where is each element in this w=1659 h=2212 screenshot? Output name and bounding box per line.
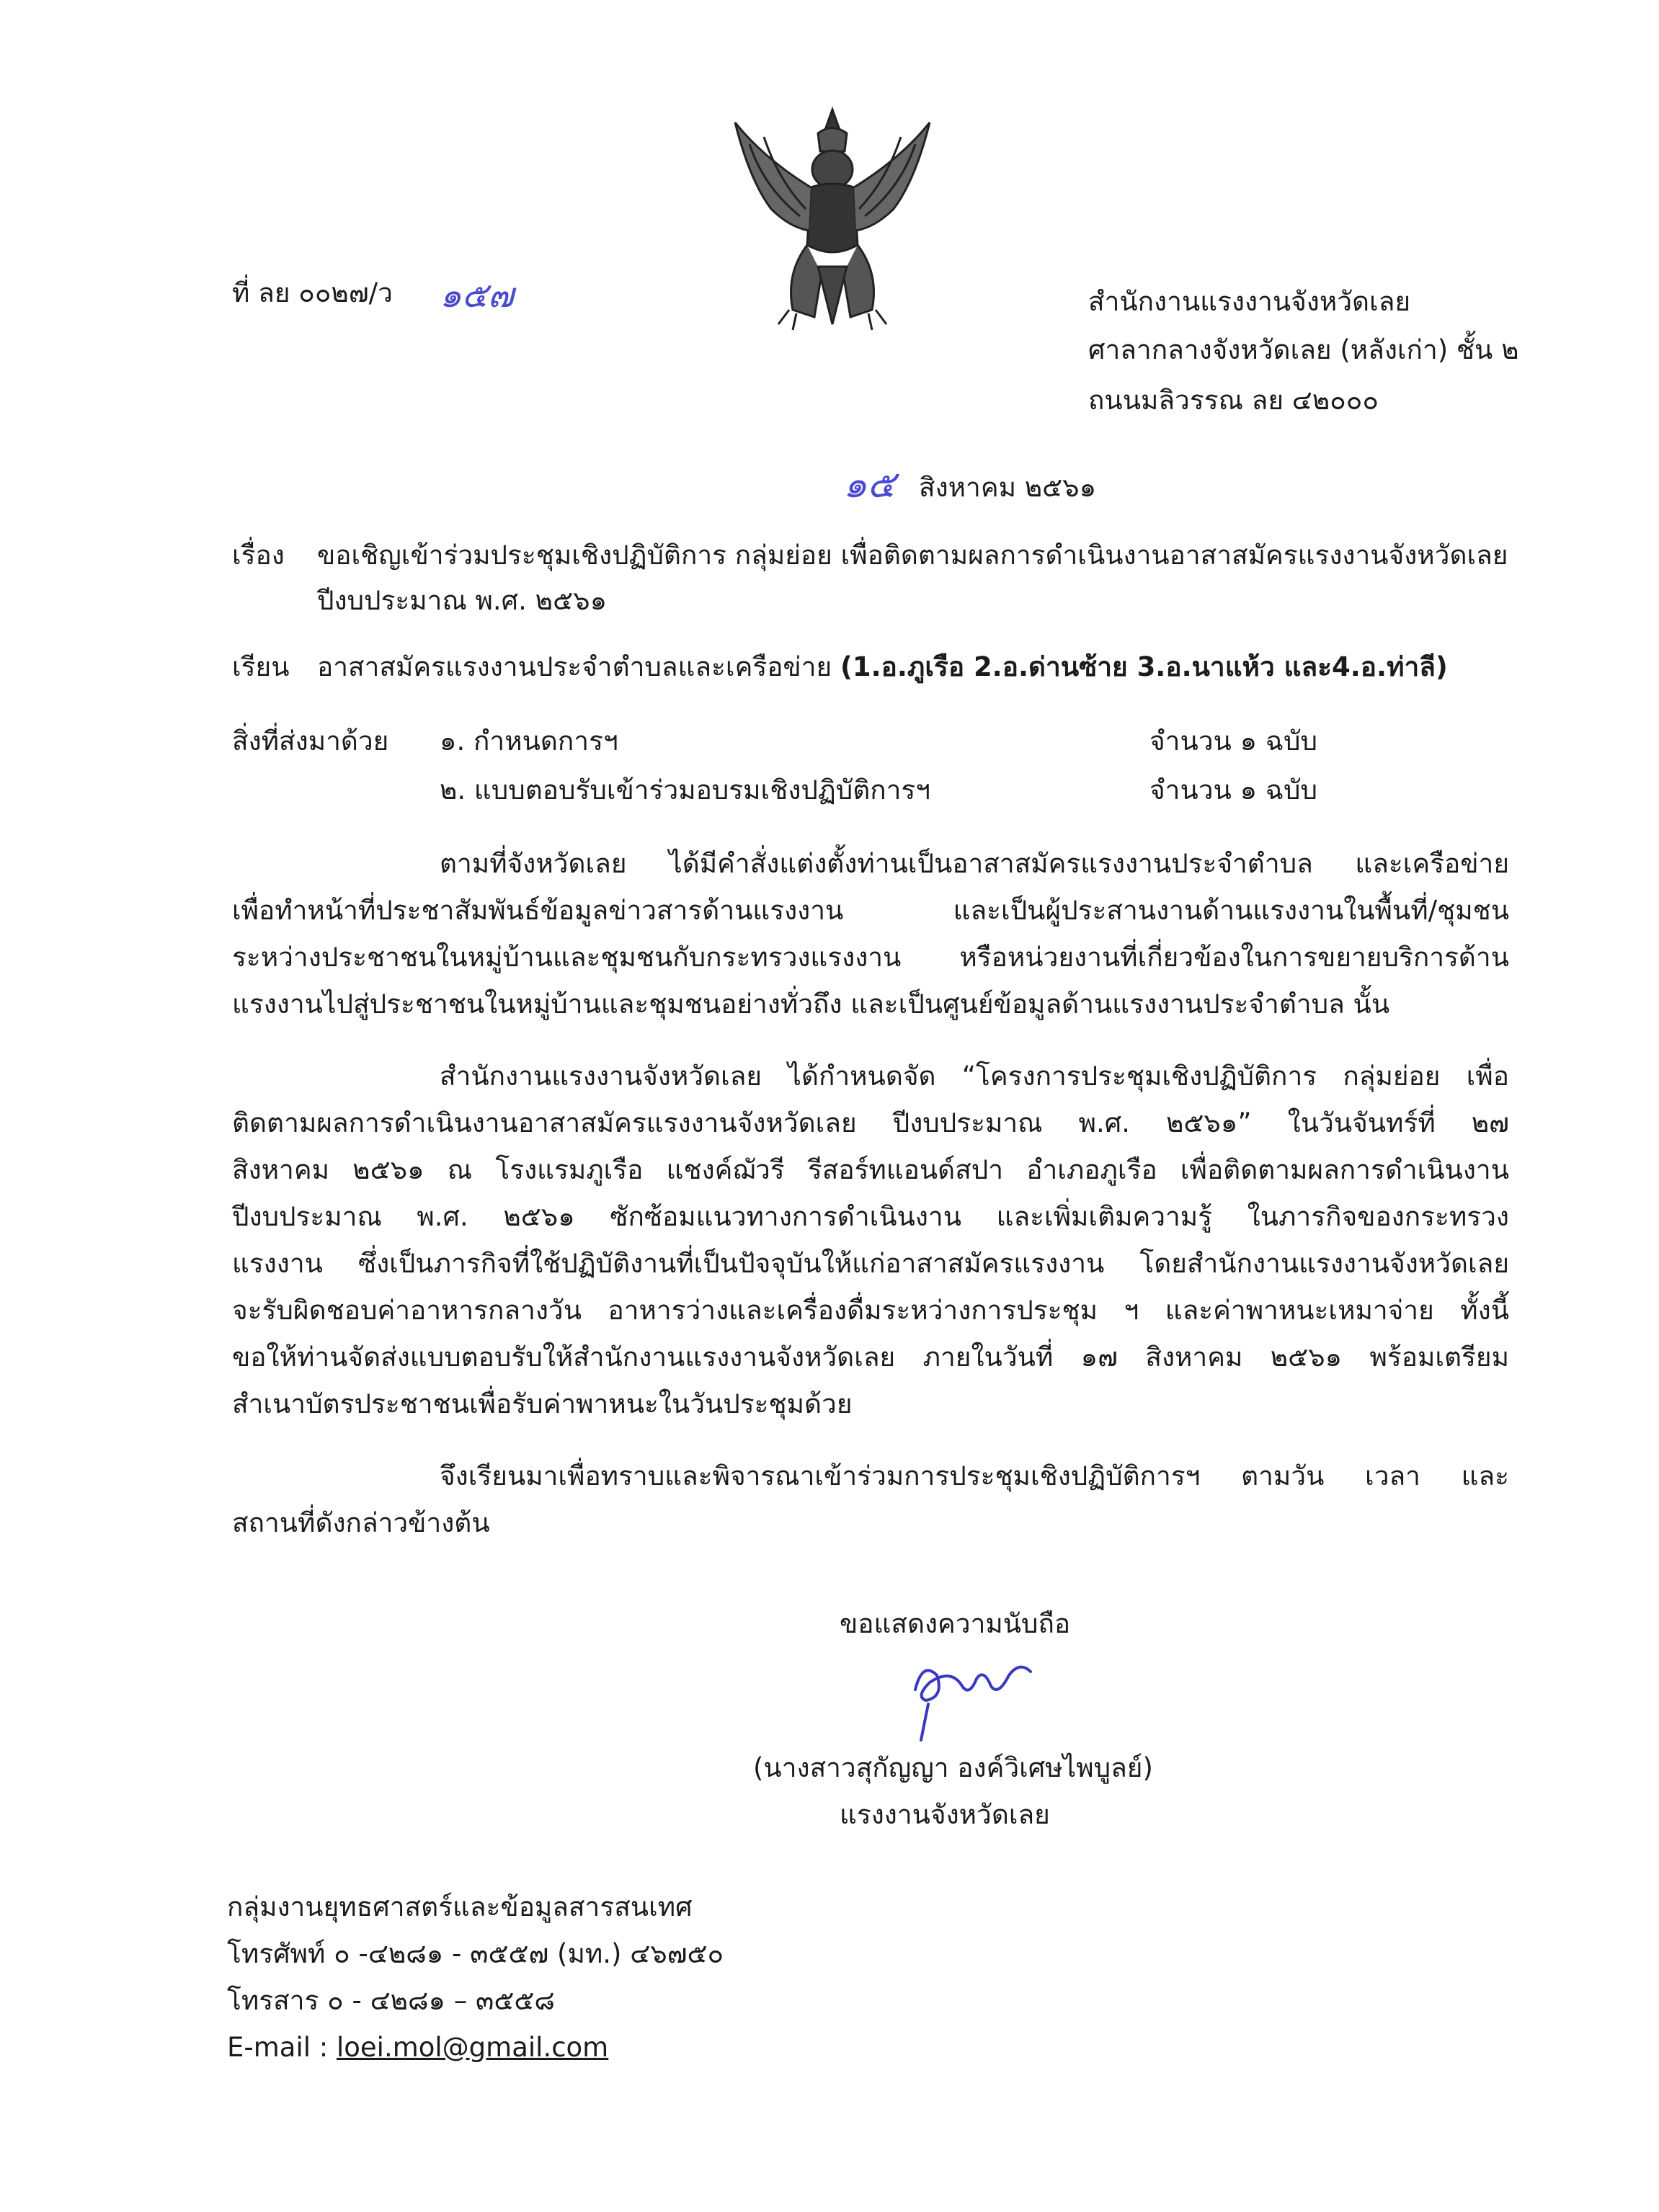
para1-line-2: เพื่อทำหน้าที่ประชาสัมพันธ์ข้อมูลข่าวสารด้านแรงงาน และเป็นผู้ประสานงานด้านแรงงานในพื้นที่/ชุมชน <box>232 895 1509 926</box>
enclosure-label: สิ่งที่ส่งมาด้วย <box>232 726 389 757</box>
address-line-3: ถนนมลิวรรณ ลย ๔๒๐๐๐ <box>1088 385 1379 416</box>
document-ref: ที่ ลย ๐๐๒๗/ว <box>232 277 393 308</box>
para2-line-2: ติดตามผลการดำเนินงานอาสาสมัครแรงงานจังหวัดเลย ปีงบประมาณ พ.ศ. ๒๕๖๑” ในวันจันทร์ที่ ๒๗ <box>232 1107 1509 1138</box>
to-recipients: อาสาสมัครแรงงานประจำตำบลและเครือข่าย <box>317 651 832 682</box>
subject-line-2: ปีงบประมาณ พ.ศ. ๒๕๖๑ <box>317 585 608 616</box>
signature-name: (นางสาวสุกัญญา องค์วิเศษไพบูลย์) <box>753 1752 1153 1783</box>
enclosure-qty-1: จำนวน ๑ ฉบับ <box>1149 726 1318 757</box>
para2-line-5: แรงงาน ซึ่งเป็นภารกิจที่ใช้ปฏิบัติงานที่เป็นปัจจุบันให้แก่อาสาสมัครแรงงาน โดยสำนักงานแรงงานจังหวัดเลย <box>232 1248 1509 1279</box>
signature-position: แรงงานจังหวัดเลย <box>840 1799 1050 1830</box>
para2-line-1: สำนักงานแรงงานจังหวัดเลย ได้กำหนดจัด “โครงการประชุมเชิงปฏิบัติการ กลุ่มย่อย เพื่อ <box>440 1061 1509 1092</box>
footer-division: กลุ่มงานยุทธศาสตร์และข้อมูลสารสนเทศ <box>227 1891 693 1922</box>
para3-line-1: จึงเรียนมาเพื่อทราบและพิจารณาเข้าร่วมการประชุมเชิงปฏิบัติการฯ ตามวัน เวลา และ <box>440 1460 1509 1491</box>
footer-email-row <box>227 2034 608 2061</box>
para1-line-4: แรงงานไปสู่ประชาชนในหมู่บ้านและชุมชนอย่างทั่วถึง และเป็นศูนย์ข้อมูลด้านแรงงานประจำตำบล นั้น <box>232 989 1390 1020</box>
subject-line-1: ขอเชิญเข้าร่วมประชุมเชิงปฏิบัติการ กลุ่มย่อย เพื่อติดตามผลการดำเนินงานอาสาสมัครแรงงานจังหวัดเลย <box>317 540 1508 571</box>
subject-label: เรื่อง <box>232 540 285 571</box>
closing-text: ขอแสดงความนับถือ <box>840 1608 1071 1639</box>
para2-line-4: ปีงบประมาณ พ.ศ. ๒๕๖๑ ซักซ้อมแนวทางการดำเนินงาน และเพิ่มเติมความรู้ ในภารกิจของกระทรวง <box>232 1201 1509 1232</box>
footer-phone: โทรศัพท์ ๐ -๔๒๘๑ - ๓๕๕๗ (มท.) ๔๖๗๕๐ <box>227 1938 724 1969</box>
to-districts: (1.อ.ภูเรือ 2.อ.ด่านซ้าย 3.อ.นาแห้ว และ4.อ.ท่าลี) <box>840 651 1448 682</box>
enclosure-item-1: ๑. กำหนดการฯ <box>440 726 618 757</box>
address-line-2: ศาลากลางจังหวัดเลย (หลังเก่า) ชั้น ๒ <box>1088 334 1519 365</box>
footer-fax: โทรสาร ๐ - ๔๒๘๑ – ๓๕๕๘ <box>227 1985 555 2016</box>
date-month-year: สิงหาคม ๒๕๖๑ <box>919 472 1097 503</box>
para2-line-8: สำเนาบัตรประชาชนเพื่อรับค่าพาหนะในวันประชุมด้วย <box>232 1388 853 1419</box>
garuda-emblem <box>721 101 944 339</box>
para2-line-6: จะรับผิดชอบค่าอาหารกลางวัน อาหารว่างและเครื่องดื่มระหว่างการประชุม ฯ และค่าพาหนะเหมาจ่าย ทั้งนี้ <box>232 1295 1509 1326</box>
para1-line-1: ตามที่จังหวัดเลย ได้มีคำสั่งแต่งตั้งท่านเป็นอาสาสมัครแรงงานประจำตำบล และเครือข่าย <box>440 848 1509 879</box>
para2-line-3: สิงหาคม ๒๕๖๑ ณ โรงแรมภูเรือ แชงค์ฌัวรี รีสอร์ทแอนด์สปา อำเภอภูเรือ เพื่อติดตามผลการดำเนินงาน <box>232 1154 1509 1185</box>
footer-email-link[interactable]: loei.mol@gmail.com <box>337 2032 609 2063</box>
to-text <box>317 651 1448 682</box>
para1-line-3: ระหว่างประชาชนในหมู่บ้านและชุมชนกับกระทรวงแรงงาน หรือหน่วยงานที่เกี่ยวข้องในการขยายบริการด้าน <box>232 942 1509 973</box>
enclosure-qty-2: จำนวน ๑ ฉบับ <box>1149 775 1318 806</box>
address-line-1: สำนักงานแรงงานจังหวัดเลย <box>1088 286 1411 317</box>
para2-line-7: ขอให้ท่านจัดส่งแบบตอบรับให้สำนักงานแรงงานจังหวัดเลย ภายในวันที่ ๑๗ สิงหาคม ๒๕๖๑ พร้อมเตรียม <box>232 1342 1509 1373</box>
to-label: เรียน <box>232 651 290 682</box>
date-handwritten-day: ๑๕ <box>843 463 896 507</box>
footer-email-label: E-mail : <box>227 2032 337 2063</box>
ref-handwritten-number: ๑๕๗ <box>440 275 514 316</box>
para3-line-2: สถานที่ดังกล่าวข้างต้น <box>232 1507 490 1538</box>
enclosure-item-2: ๒. แบบตอบรับเข้าร่วมอบรมเชิงปฏิบัติการฯ <box>440 775 931 806</box>
signature-mark <box>894 1646 1052 1747</box>
